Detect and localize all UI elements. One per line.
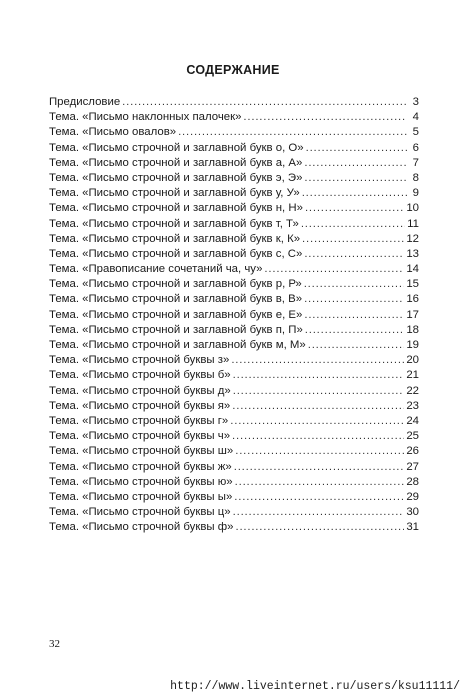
toc-entry (49, 232, 419, 247)
toc-entry (49, 520, 419, 535)
toc-entry-page: 9 (412, 187, 419, 200)
toc-entry-title: Тема. «Письмо строчной и заглавной букв н, Н» (49, 202, 303, 215)
dot-leader (178, 125, 407, 140)
toc-entry-title: Тема. «Письмо строчной и заглавной букв э, Э» (49, 171, 303, 184)
toc-entry-title: Тема. «Письмо строчной и заглавной букв у, У» (49, 187, 300, 200)
dot-leader (235, 444, 404, 459)
toc-entry-page: 25 (406, 430, 419, 443)
toc-entry (49, 95, 419, 110)
toc-entry (49, 141, 419, 156)
dot-leader (234, 490, 404, 505)
toc-entry (49, 399, 419, 414)
toc-entry-title: Тема. «Письмо строчной и заглавной букв а, А» (49, 156, 303, 169)
dot-leader (235, 475, 405, 490)
dot-leader (233, 384, 405, 399)
toc-entry (49, 353, 419, 368)
toc-entry-title: Тема. «Правописание сочетаний ча, чу» (49, 263, 263, 276)
toc-entry (49, 444, 419, 459)
toc-entry (49, 308, 419, 323)
toc-entry-page: 22 (406, 384, 419, 397)
toc-entry-title: Тема. «Письмо строчной и заглавной букв с, С» (49, 247, 303, 260)
toc-entry-page: 5 (412, 126, 419, 139)
table-of-contents (49, 95, 419, 535)
toc-entry-title: Тема. «Письмо строчной буквы ч» (49, 430, 231, 443)
toc-entry (49, 171, 419, 186)
toc-entry-page: 24 (406, 414, 419, 427)
toc-entry (49, 475, 419, 490)
dot-leader (232, 399, 404, 414)
toc-entry (49, 338, 419, 353)
toc-entry (49, 201, 419, 216)
toc-entry-title: Тема. «Письмо строчной и заглавной букв т, Т» (49, 217, 299, 230)
toc-entry-title: Предисловие (49, 96, 121, 108)
toc-title: СОДЕРЖАНИЕ (186, 63, 280, 77)
toc-entry-title: Тема. «Письмо строчной буквы б» (49, 369, 231, 382)
dot-leader (302, 186, 407, 201)
toc-entry (49, 277, 419, 292)
dot-leader (308, 338, 405, 353)
toc-entry-page: 20 (406, 354, 419, 367)
toc-entry (49, 217, 419, 232)
dot-leader (234, 460, 405, 475)
toc-entry-page: 28 (406, 475, 419, 488)
toc-entry-page: 15 (406, 278, 419, 291)
dot-leader (235, 520, 404, 535)
page-number: 32 (49, 638, 60, 650)
toc-entry (49, 429, 419, 444)
dot-leader (304, 292, 404, 307)
toc-entry-title: Тема. «Письмо строчной буквы я» (49, 399, 231, 412)
toc-entry-page: 16 (406, 293, 419, 306)
toc-entry-page: 8 (412, 171, 419, 184)
toc-entry (49, 490, 419, 505)
dot-leader (231, 353, 404, 368)
toc-entry (49, 414, 419, 429)
dot-leader (302, 232, 404, 247)
toc-entry-title: Тема. «Письмо строчной и заглавной букв м, М» (49, 339, 306, 351)
toc-entry-page: 30 (406, 506, 419, 519)
dot-leader (264, 262, 404, 277)
toc-entry (49, 110, 419, 125)
toc-entry-title: Тема. «Письмо строчной буквы з» (49, 354, 230, 367)
dot-leader (243, 110, 407, 125)
dot-leader (122, 95, 407, 110)
toc-entry-title: Тема. «Письмо строчной буквы ш» (49, 445, 234, 458)
toc-entry-title: Тема. «Письмо строчной буквы ы» (49, 490, 233, 503)
toc-entry-page: 18 (406, 323, 419, 336)
toc-entry-title: Тема. «Письмо строчной буквы ц» (49, 506, 231, 519)
toc-entry-page: 31 (406, 521, 419, 534)
dot-leader (233, 505, 405, 520)
toc-entry (49, 460, 419, 475)
dot-leader (233, 368, 405, 383)
dot-leader (304, 156, 407, 171)
dot-leader (304, 247, 404, 262)
dot-leader (304, 171, 407, 186)
toc-entry-page: 29 (406, 490, 419, 503)
toc-entry (49, 156, 419, 171)
dot-leader (305, 201, 404, 216)
toc-entry-page: 4 (412, 111, 419, 124)
toc-entry-page: 11 (407, 217, 419, 230)
toc-entry-title: Тема. «Письмо строчной и заглавной букв о, О» (49, 141, 304, 154)
toc-entry (49, 247, 419, 262)
toc-entry-title: Тема. «Письмо строчной буквы г» (49, 414, 229, 427)
toc-entry-title: Тема. «Письмо строчной и заглавной букв р, Р» (49, 278, 302, 291)
toc-entry-title: Тема. «Письмо строчной и заглавной букв в, В» (49, 293, 303, 306)
toc-entry-page: 21 (406, 369, 419, 382)
toc-entry (49, 323, 419, 338)
toc-entry-page: 27 (406, 460, 419, 473)
toc-entry-page: 19 (406, 339, 419, 351)
toc-entry-title: Тема. «Письмо строчной буквы ю» (49, 475, 233, 488)
dot-leader (301, 217, 405, 232)
toc-entry-title: Тема. «Письмо строчной и заглавной букв п, П» (49, 323, 303, 336)
toc-entry-page: 6 (412, 141, 419, 154)
toc-entry-page: 13 (406, 247, 419, 260)
toc-entry-title: Тема. «Письмо строчной и заглавной букв к, К» (49, 232, 301, 245)
dot-leader (305, 323, 405, 338)
toc-entry (49, 186, 419, 201)
dot-leader (304, 277, 405, 292)
toc-entry-page: 14 (406, 263, 419, 276)
toc-entry (49, 384, 419, 399)
toc-entry-title: Тема. «Письмо овалов» (49, 126, 177, 139)
toc-entry-page: 10 (406, 202, 419, 215)
toc-entry-title: Тема. «Письмо строчной буквы ф» (49, 521, 234, 534)
toc-entry-page: 12 (406, 232, 419, 245)
toc-entry-page: 3 (412, 96, 419, 108)
watermark-url: http://www.liveinternet.ru/users/ksu11111/ (170, 680, 460, 693)
toc-entry-title: Тема. «Письмо строчной буквы ж» (49, 460, 232, 473)
toc-entry-title: Тема. «Письмо строчной и заглавной букв е, Е» (49, 308, 303, 321)
toc-entry-title: Тема. «Письмо строчной буквы д» (49, 384, 231, 397)
toc-entry-page: 17 (406, 308, 419, 321)
toc-entry (49, 292, 419, 307)
dot-leader (304, 308, 404, 323)
dot-leader (232, 429, 404, 444)
toc-entry-page: 23 (406, 399, 419, 412)
toc-entry (49, 262, 419, 277)
toc-entry (49, 368, 419, 383)
toc-entry (49, 125, 419, 140)
toc-entry-page: 26 (406, 445, 419, 458)
toc-entry (49, 505, 419, 520)
toc-entry-page: 7 (412, 156, 419, 169)
dot-leader (306, 141, 407, 156)
dot-leader (230, 414, 404, 429)
toc-entry-title: Тема. «Письмо наклонных палочек» (49, 111, 242, 124)
